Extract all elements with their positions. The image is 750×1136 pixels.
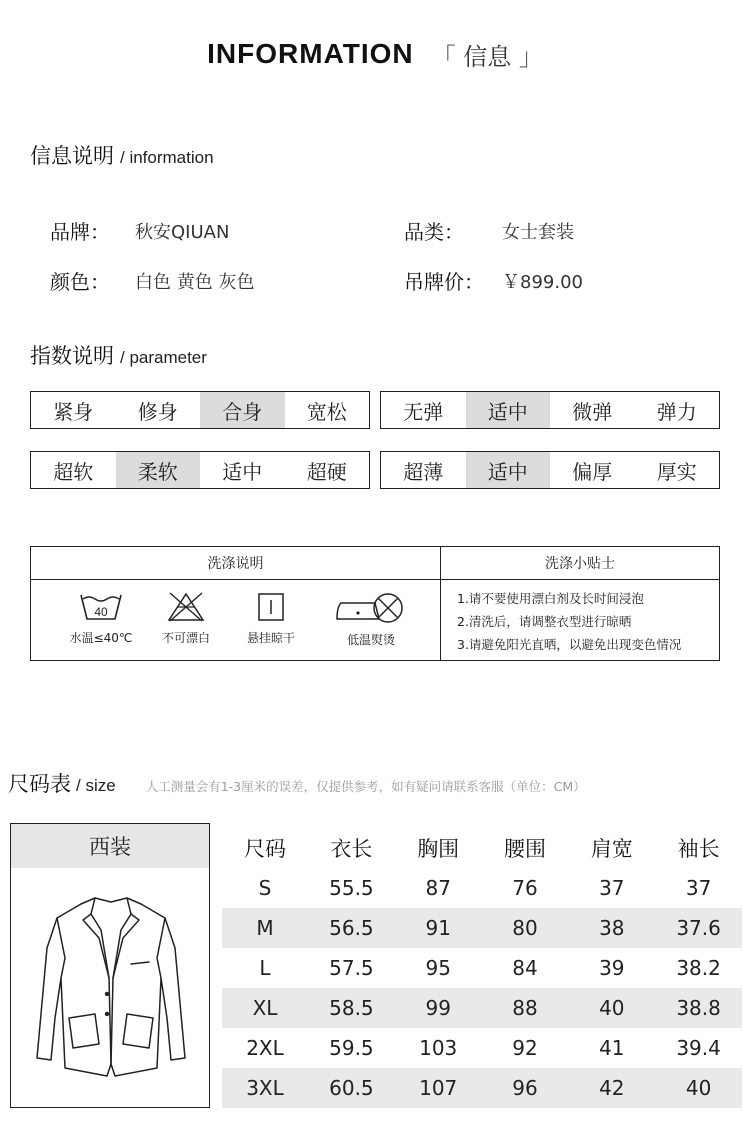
hang-dry-icon [256, 591, 286, 623]
param-section-title [30, 340, 207, 370]
category-value: 女士套装 [502, 221, 574, 243]
table-row [222, 1028, 742, 1068]
column-header: 袖长 [677, 837, 720, 861]
wash-tip: 1.请不要使用漂白剂及长时间浸泡 [457, 591, 644, 606]
wash-40-icon [79, 591, 123, 623]
softness-index-box [30, 451, 370, 489]
wash-tips [457, 587, 681, 656]
low-iron-icon [335, 591, 407, 625]
thickness-option: 厚实 [656, 459, 697, 484]
table-cell: 58.5 [329, 996, 374, 1020]
table-cell: 80 [512, 916, 538, 940]
wash-temp-number: 40 [94, 605, 108, 619]
wash-item [221, 591, 321, 646]
price-value: ￥899.00 [502, 271, 583, 293]
table-cell: 88 [512, 996, 538, 1020]
wash-instructions-header: 洗涤说明 [207, 556, 264, 572]
stretch-option: 微弹 [572, 399, 613, 424]
softness-option: 超软 [53, 459, 94, 484]
column-header: 腰围 [503, 837, 546, 861]
wash-divider-horizontal [31, 579, 719, 580]
softness-option: 适中 [222, 459, 263, 484]
hang-dry-label: 悬挂晾干 [246, 631, 295, 645]
wash-item [321, 591, 421, 648]
thickness-option: 超薄 [403, 459, 444, 484]
price-row [404, 266, 583, 295]
column-header: 胸围 [417, 837, 460, 861]
blazer-illustration [11, 868, 209, 1106]
table-cell: 39.4 [676, 1036, 721, 1060]
page-header [0, 30, 750, 78]
table-cell: 99 [425, 996, 451, 1020]
table-cell: 38.2 [676, 956, 721, 980]
fit-option: 修身 [137, 399, 178, 424]
table-cell: M [256, 916, 274, 940]
table-row [222, 868, 742, 908]
table-row [222, 1068, 742, 1108]
wash-tip: 2.清洗后，请调整衣型进行晾晒 [457, 614, 632, 629]
fit-option: 宽松 [306, 399, 347, 424]
wash-temp-label: 水温≤40℃ [69, 631, 133, 645]
garment-panel [10, 823, 210, 1108]
stretch-option: 弹力 [656, 399, 697, 424]
header-title-cn: 「 信息 」 [431, 42, 543, 71]
table-cell: 40 [599, 996, 625, 1020]
color-value: 白色 黄色 灰色 [135, 271, 255, 293]
table-cell: 76 [512, 876, 538, 900]
table-cell: S [258, 876, 272, 900]
table-cell: 84 [512, 956, 538, 980]
table-cell: 39 [599, 956, 625, 980]
table-cell: 56.5 [329, 916, 374, 940]
category-row [404, 216, 574, 245]
size-table-header [222, 828, 742, 868]
fit-option: 紧身 [53, 399, 94, 424]
stretch-option: 无弹 [403, 399, 444, 424]
table-cell: L [259, 956, 271, 980]
brand-value: 秋安QIUAN [135, 221, 230, 243]
size-table [222, 828, 742, 1108]
thickness-option: 偏厚 [572, 459, 613, 484]
fit-option-selected: 合身 [200, 392, 285, 428]
wash-tips-header: 洗涤小贴士 [545, 556, 615, 572]
header-title-en: INFORMATION [207, 38, 414, 69]
table-cell: XL [252, 996, 278, 1020]
size-note: 人工测量会有1-3厘米的误差，仅提供参考，如有疑问请联系客服（单位：CM） [145, 779, 586, 794]
param-title-en: / parameter [120, 348, 207, 367]
table-cell: 37.6 [676, 916, 721, 940]
table-cell: 38.8 [676, 996, 721, 1020]
brand-label: 品牌： [50, 220, 110, 244]
color-label: 颜色： [50, 270, 110, 294]
table-row [222, 988, 742, 1028]
table-cell: 37 [685, 876, 712, 900]
size-section-title [8, 768, 586, 798]
table-cell: 37 [599, 876, 625, 900]
table-cell: 87 [425, 876, 451, 900]
column-header: 肩宽 [590, 837, 633, 861]
table-cell: 95 [425, 956, 451, 980]
stretch-option-selected: 适中 [466, 392, 551, 428]
table-cell: 60.5 [329, 1076, 374, 1100]
softness-option: 超硬 [306, 459, 347, 484]
table-row [222, 948, 742, 988]
table-cell: 3XL [246, 1076, 284, 1100]
thickness-index-box [380, 451, 720, 489]
table-cell: 55.5 [329, 876, 374, 900]
column-header: 尺码 [244, 837, 286, 861]
size-title-cn: 尺码表 [8, 772, 71, 796]
price-label: 吊牌价： [404, 270, 484, 294]
softness-option-selected: 柔软 [116, 452, 201, 488]
thickness-option-selected: 适中 [466, 452, 551, 488]
table-cell: 57.5 [329, 956, 374, 980]
table-cell: 41 [599, 1036, 625, 1060]
size-title-en: / size [76, 776, 116, 795]
table-row [222, 908, 742, 948]
param-title-cn: 指数说明 [30, 344, 114, 368]
no-bleach-icon [166, 591, 206, 623]
column-header: 衣长 [330, 837, 373, 861]
no-bleach-label: 不可漂白 [161, 631, 210, 645]
table-cell: 38 [599, 916, 625, 940]
table-cell: 2XL [246, 1036, 284, 1060]
info-title-en: / information [120, 148, 214, 167]
table-cell: 107 [419, 1076, 458, 1100]
stretch-index-box [380, 391, 720, 429]
info-section-title [30, 140, 214, 170]
garment-label: 西装 [11, 824, 209, 868]
table-cell: 91 [425, 916, 451, 940]
table-cell: 96 [512, 1076, 538, 1100]
category-label: 品类： [404, 220, 464, 244]
fit-index-box [30, 391, 370, 429]
wash-tip: 3.请避免阳光直晒，以避免出现变色情况 [457, 637, 682, 652]
table-cell: 92 [512, 1036, 538, 1060]
low-iron-label: 低温熨烫 [346, 633, 395, 647]
wash-table [30, 546, 720, 661]
table-cell: 103 [419, 1036, 458, 1060]
table-cell: 59.5 [329, 1036, 374, 1060]
color-row [50, 266, 254, 295]
table-cell: 42 [599, 1076, 625, 1100]
brand-row [50, 216, 229, 245]
table-cell: 40 [685, 1076, 712, 1100]
info-title-cn: 信息说明 [30, 144, 114, 168]
